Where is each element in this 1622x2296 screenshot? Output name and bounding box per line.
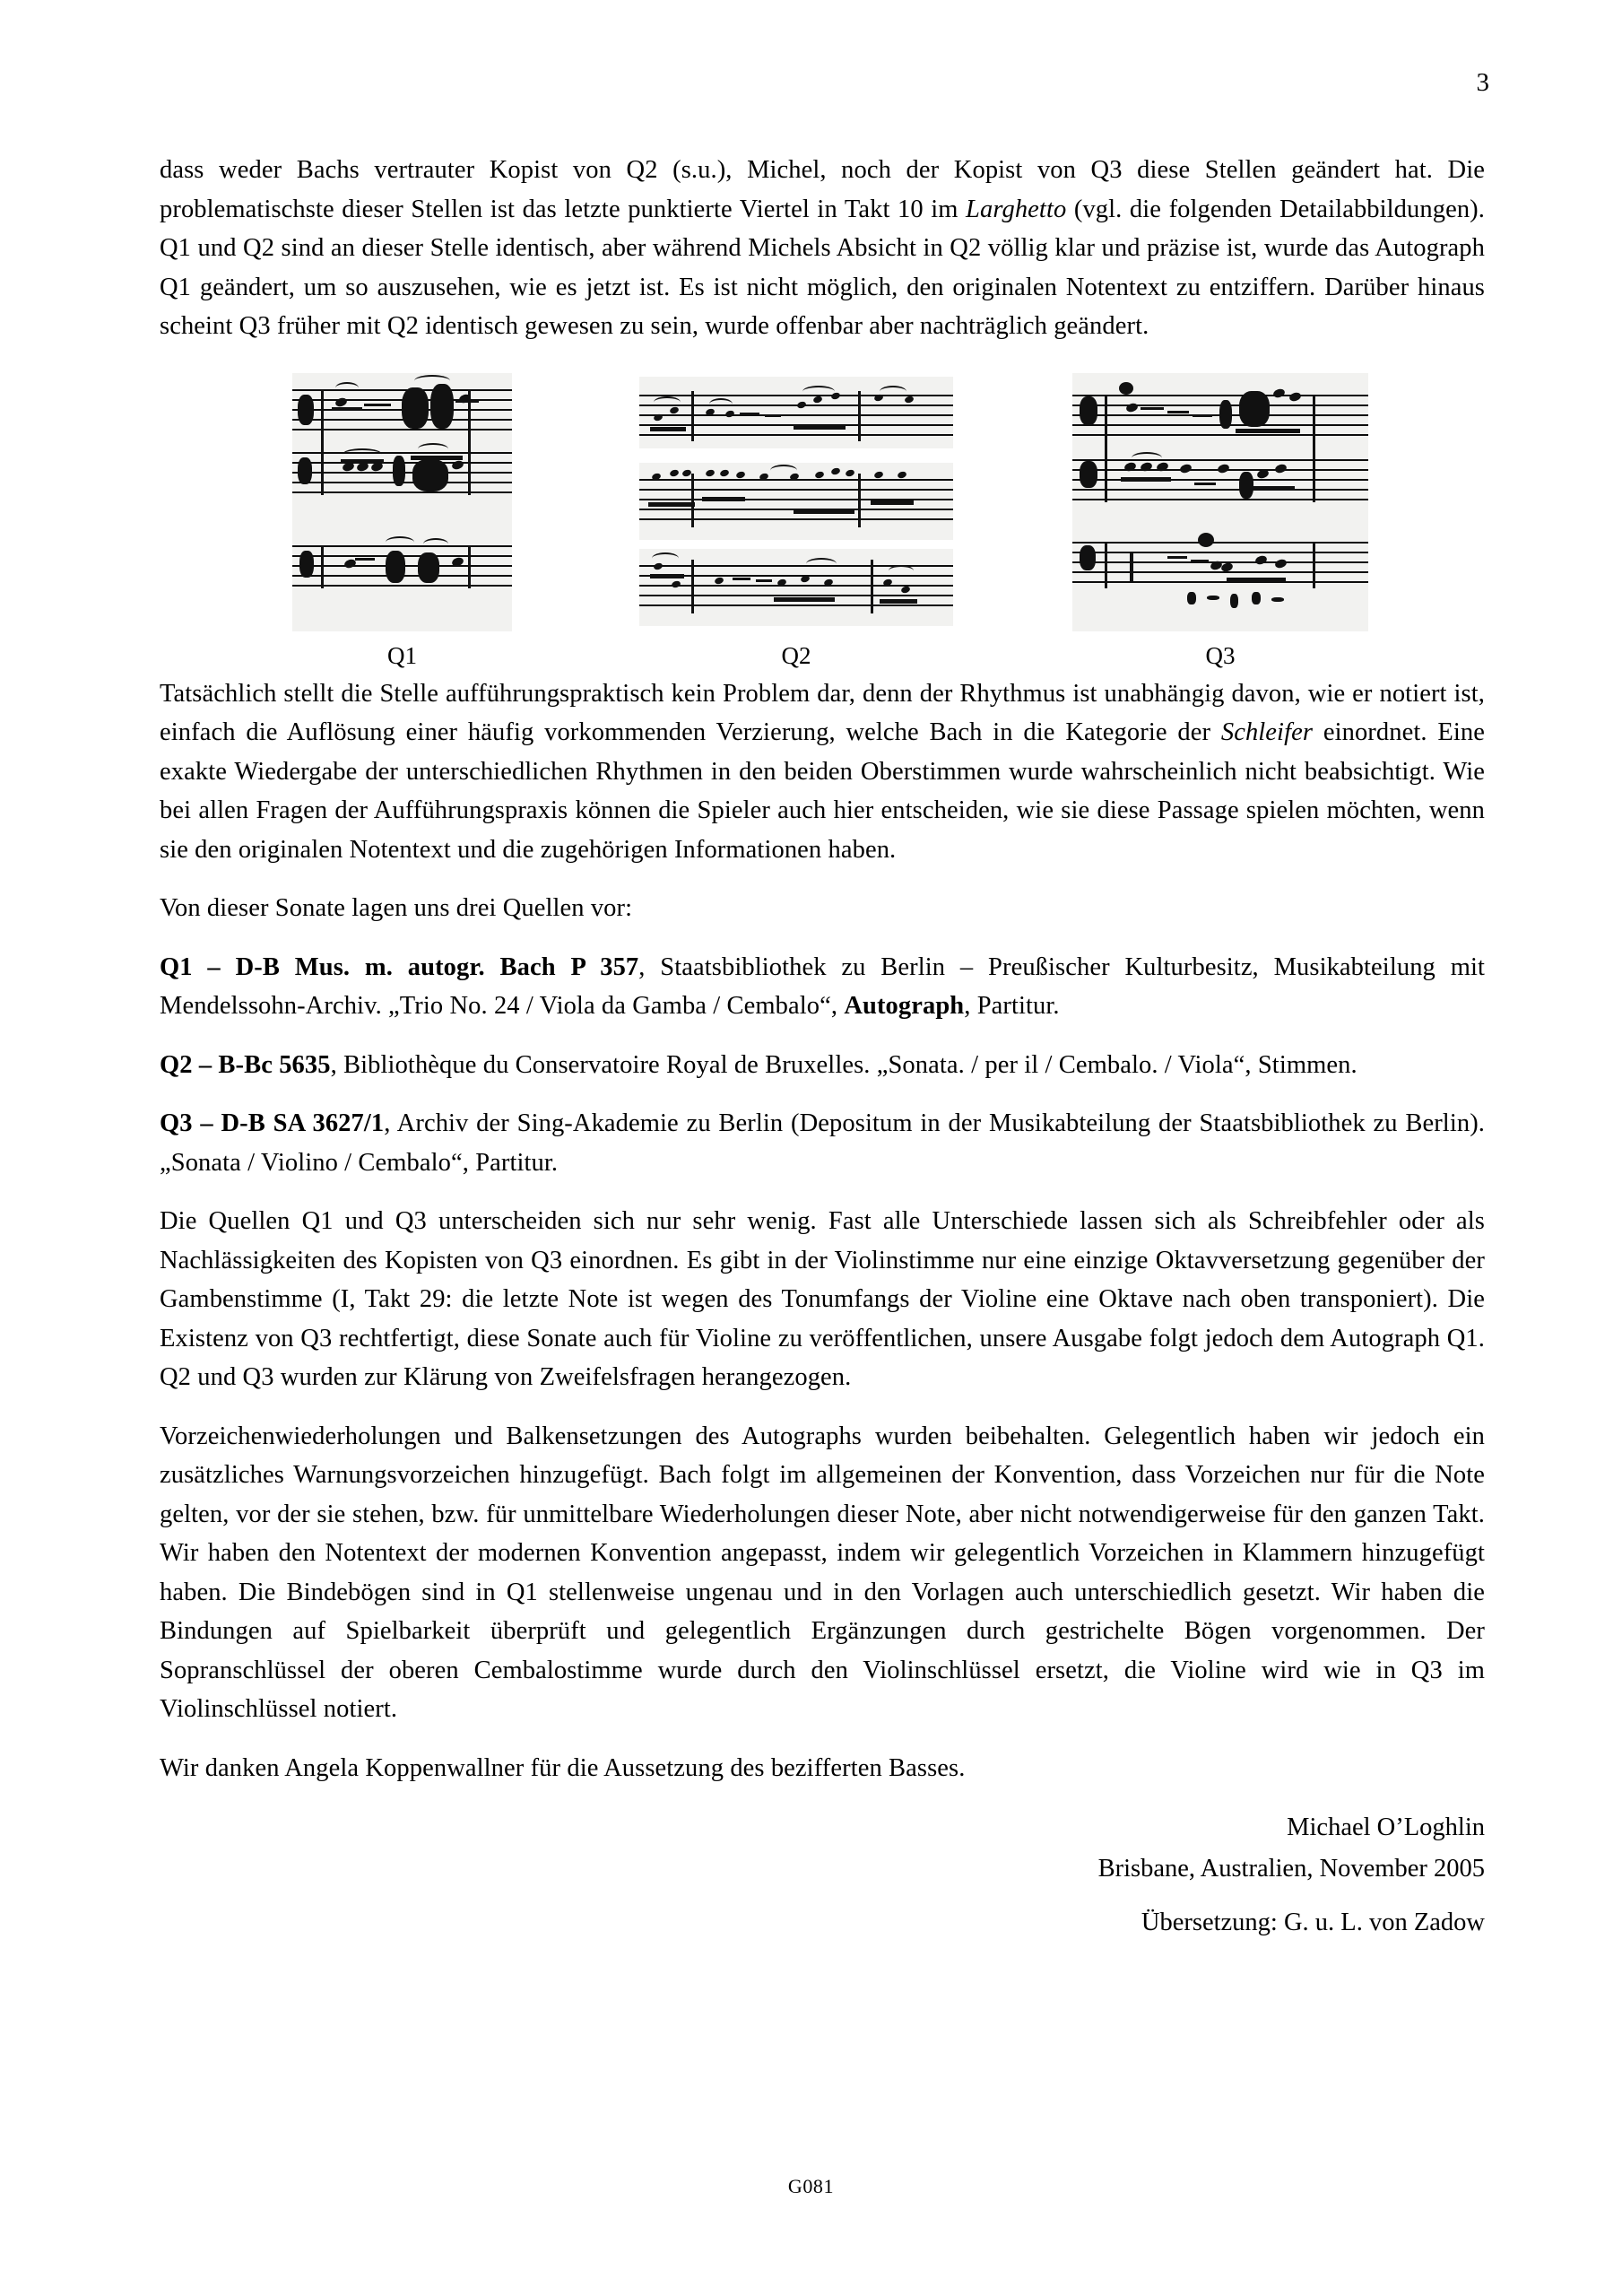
- paragraph-source-comparison: Die Quellen Q1 und Q3 unterscheiden sich nur sehr wenig. Fast alle Unterschiede lassen sich als Schreibfehler oder als Nachlässigkeiten des Kopisten von Q3 einordnen. Es gibt in der Violinstimme nur eine einzige Oktavversetzung gegenüber der Gambenstimme (I, Takt 29: die letzte Note ist wegen des Tonumfangs der Violine eine Oktave nach oben transponiert). Die Existenz von Q3 rechtfertigt, diese Sonate auch für Violine zu veröffentlichen, unsere Ausgabe folgt jedoch dem Autograph Q1. Q2 und Q3 wurden zur Klärung von Zweifelsfragen herangezogen.: [160, 1207, 1485, 1391]
- source-entry-q1: [160, 948, 1485, 1026]
- closing-signature-block: [160, 1807, 1485, 1944]
- source-q1-description-a: , Staatsbibliothek zu Berlin – Preußischer Kulturbesitz, Musikabteilung mit Mendelssohn-Archiv. „Trio No. 24 / Viola da Gamba / Cembalo“,: [160, 952, 1485, 1020]
- figure-q2-caption: Q2: [781, 641, 811, 669]
- facsimile-figure-group: [160, 373, 1485, 669]
- paragraph-1-part-b: (vgl. die folgenden Detailabbildungen). Q1 und Q2 sind an dieser Stelle identisch, aber während Michels Absicht in Q2 völlig klar und präzise ist, wurde das Autograph Q1 geändert, um so auszusehen, wie es jetzt ist. Es ist nicht möglich, den originalen Notentext zu entziffern. Darüber hinaus scheint Q3 früher mit Q2 identisch gewesen zu sein, wurde offenbar aber nachträglich geändert.: [160, 195, 1486, 340]
- music-facsimile-q1-image: [292, 373, 512, 631]
- page-content: [160, 151, 1485, 1944]
- music-facsimile-q2-image: [639, 373, 953, 631]
- source-q1-description-b: , Partitur.: [964, 992, 1060, 1020]
- source-q1-autograph-label: Autograph: [844, 992, 965, 1020]
- figure-q1-caption: Q1: [387, 641, 417, 669]
- page-number: 3: [1476, 68, 1489, 97]
- term-schleifer: Schleifer: [1220, 718, 1314, 746]
- paragraph-2-part-b: einordnet. Eine exakte Wiedergabe der unterschiedlichen Rhythmen in den beiden Oberstimmen wurde wahrscheinlich nicht beabsichtigt. Wie bei allen Fragen der Aufführungspraxis können die Spieler auch hier entscheiden, wie sie diese Passage spielen möchten, wenn sie den originalen Notentext und die zugehörigen Informationen haben.: [160, 718, 1485, 864]
- paragraph-continuation: [160, 151, 1485, 346]
- figure-q3-caption: Q3: [1205, 641, 1236, 669]
- figure-q3: [1072, 373, 1368, 669]
- closing-place-date: Brisbane, Australien, November 2005: [1097, 1855, 1485, 1883]
- source-q1-shelfmark: Q1 – D-B Mus. m. autogr. Bach P 357: [160, 952, 639, 981]
- source-q2-description: , Bibliothèque du Conservatoire Royal de Bruxelles. „Sonata. / per il / Cembalo. / Viola“, Stimmen.: [330, 1050, 1357, 1079]
- source-entry-q2: [160, 1046, 1485, 1085]
- figure-q2: [639, 373, 953, 669]
- closing-author: Michael O’Loghlin: [1287, 1813, 1485, 1841]
- music-facsimile-q3-image: [1072, 373, 1368, 631]
- source-q3-shelfmark: Q3 – D-B SA 3627/1: [160, 1109, 385, 1137]
- paragraph-editorial-conventions: Vorzeichenwiederholungen und Balkensetzungen des Autographs wurden beibehalten. Gelegentlich haben wir jedoch ein zusätzliches Warnungsvorzeichen hinzugefügt. Bach folgt im allgemeinen der Konvention, dass Vorzeichen nur für die Note gelten, vor der sie stehen, bzw. für unmittelbare Wiederholungen dieser Note, aber nicht notwendigerweise für den ganzen Takt. Wir haben den Notentext der modernen Konvention angepasst, indem wir gelegentlich Vorzeichen in Klammern hinzugefügt haben. Die Bindebögen sind in Q1 stellenweise ungenau und in den Vorlagen auch unterschiedlich gesetzt. Wir haben die Bindungen auf Spielbarkeit überprüft und gelegentlich Ergänzungen durch gestrichelte Bögen vorgenommen. Der Sopranschlüssel der oberen Cembalostimme wurde durch den Violinschlüssel ersetzt, die Violine wird wie in Q3 im Violinschlüssel notiert.: [160, 1422, 1485, 1723]
- term-larghetto: Larghetto: [966, 195, 1067, 223]
- paragraph-acknowledgement: Wir danken Angela Koppenwallner für die Aussetzung des bezifferten Basses.: [160, 1753, 966, 1782]
- publisher-plate-number: G081: [787, 2175, 835, 2197]
- paragraph-2-part-a: Tatsächlich stellt die Stelle aufführungspraktisch kein Problem dar, denn der Rhythmus ist unabhängig davon, wie er notiert ist, einfach die Auflösung einer häufig vorkommenden Verzierung, welche Bach in die Kategorie der: [160, 679, 1485, 746]
- source-entry-q3: [160, 1104, 1485, 1182]
- sources-intro: Von dieser Sonate lagen uns drei Quellen vor:: [160, 894, 633, 922]
- closing-translation-credit: Übersetzung: G. u. L. von Zadow: [1141, 1909, 1485, 1936]
- paragraph-1-part-a: dass weder Bachs vertrauter Kopist von Q2 (s.u.), Michel, noch der Kopist von Q3 diese Stellen geändert hat. Die problematischste dieser Stellen ist das letzte punktierte Viertel in Takt 10 im: [160, 156, 1485, 223]
- closing-spacer: [160, 1890, 1485, 1902]
- paragraph-performance-practice: [160, 674, 1485, 870]
- figure-q1: [292, 373, 512, 669]
- source-q2-shelfmark: Q2 – B-Bc 5635: [160, 1050, 331, 1079]
- source-q3-description: , Archiv der Sing-Akademie zu Berlin (Depositum in der Musikabteilung der Staatsbibliothek zu Berlin). „Sonata / Violino / Cembalo“, Partitur.: [160, 1109, 1486, 1177]
